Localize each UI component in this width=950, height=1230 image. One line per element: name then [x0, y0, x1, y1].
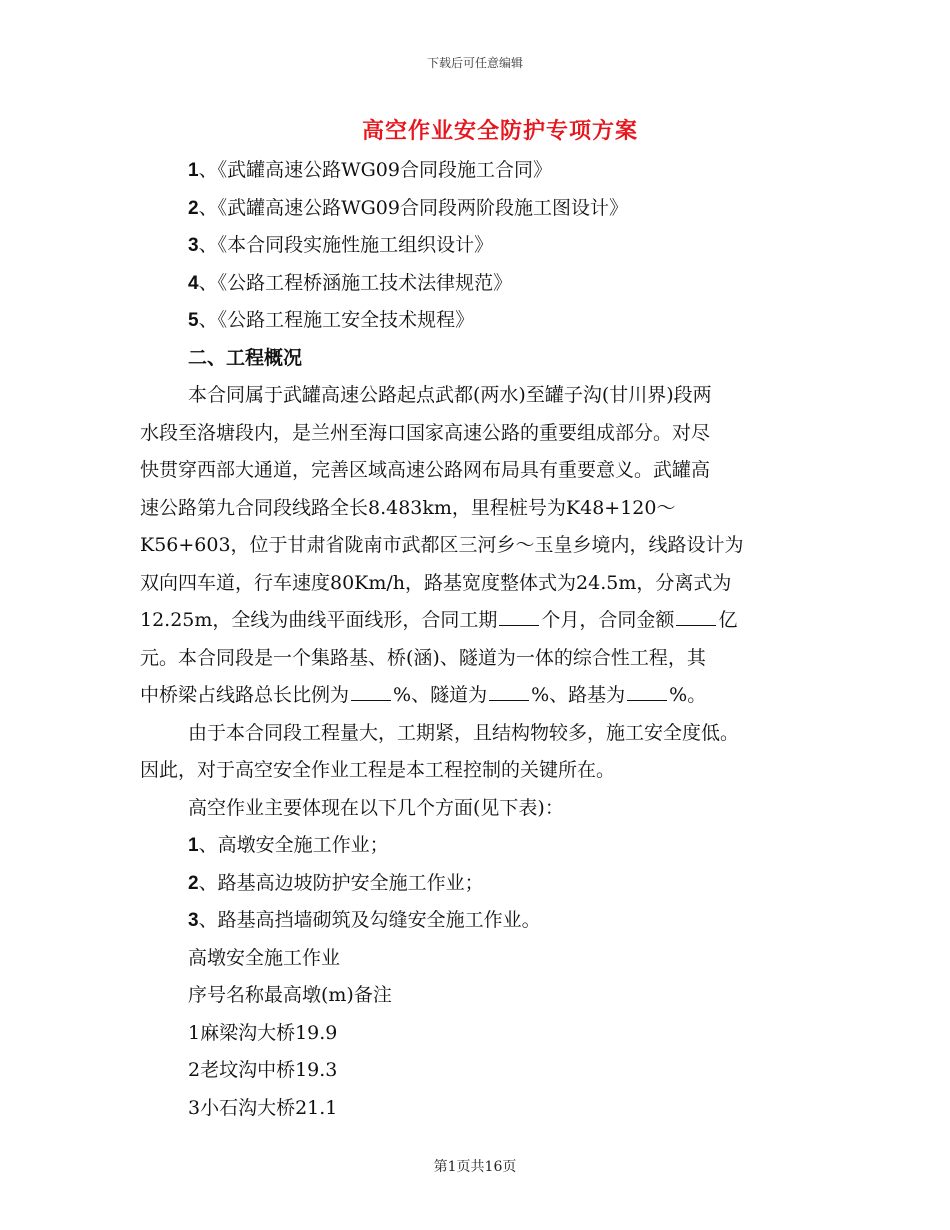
reference-item [140, 190, 820, 228]
header-note: 下载后可任意编辑 [426, 56, 523, 70]
reference-separator: 、 [198, 271, 218, 294]
reference-separator: 、 [198, 159, 218, 181]
overview-paragraph-line: K56+603，位于甘肃省陇南市武都区三河乡～玉皇乡境内，线路设计为 [140, 534, 744, 556]
reference-item [140, 152, 820, 190]
reference-separator: 、 [198, 234, 218, 256]
blank-underline [627, 682, 667, 701]
blank-underline [499, 607, 539, 626]
reference-item [140, 302, 820, 340]
reference-number: 4 [188, 272, 199, 294]
reference-text: 《武罐高速公路WG09合同段施工合同》 [217, 159, 552, 181]
overview-paragraph-line: 元。本合同段是一个集路基、桥(涵)、隧道为一体的综合性工程，其 [140, 646, 706, 669]
overview-paragraph-line: 速公路第九合同段线路全长8.483km，里程桩号为K48+120～ [140, 496, 676, 519]
overview-text: 中桥梁占线路总长比例为 [140, 684, 350, 706]
aspect-text: 路基高边坡防护安全施工作业； [217, 871, 484, 894]
overview-text: 个月，合同金额 [541, 609, 675, 631]
blank-underline [676, 607, 716, 626]
reason-paragraph-line: 因此，对于高空安全作业工程是本工程控制的关键所在。 [140, 759, 616, 781]
aspect-item [140, 865, 820, 903]
blank-underline [489, 682, 529, 701]
aspect-number: 3 [188, 910, 199, 931]
table-title: 高墩安全施工作业 [188, 946, 341, 969]
overview-paragraph-line: 本合同属于武罐高速公路起点武都(两水)至罐子沟(甘川界)段两 [188, 384, 712, 406]
overview-paragraph-line: 水段至洛塘段内，是兰州至海口国家高速公路的重要组成部分。对尽 [140, 421, 711, 444]
reference-number: 2 [188, 197, 199, 219]
aspect-number: 2 [188, 872, 199, 894]
reference-text: 《公路工程桥涵施工技术法律规范》 [217, 271, 513, 294]
reference-text: 《本合同段实施性施工组织设计》 [217, 234, 494, 256]
reference-number: 5 [188, 310, 199, 331]
table-row: 2老坟沟中桥19.3 [188, 1059, 338, 1081]
overview-text: %。 [669, 684, 707, 706]
reference-number: 1 [188, 160, 199, 181]
table-header: 序号名称最高墩(m)备注 [188, 984, 392, 1006]
overview-paragraph-line: 双向四车道，行车速度80Km/h，路基宽度整体式为24.5m，分离式为 [140, 571, 732, 594]
table-row: 3小石沟大桥21.1 [188, 1096, 338, 1119]
overview-paragraph-line: 快贯穿西部大通道，完善区域高速公路网布局具有重要意义。武罐高 [140, 459, 711, 481]
reference-number: 3 [188, 235, 199, 256]
reference-text: 《公路工程施工安全技术规程》 [217, 309, 475, 331]
aspect-item [140, 827, 820, 865]
reference-item [140, 227, 820, 265]
reference-separator: 、 [198, 196, 218, 219]
aspect-separator: 、 [198, 871, 218, 894]
reference-text: 《武罐高速公路WG09合同段两阶段施工图设计》 [217, 196, 628, 219]
aspects-intro: 高空作业主要体现在以下几个方面(见下表)： [188, 796, 564, 819]
overview-text: 亿 [718, 609, 738, 631]
overview-text: %、路基为 [531, 684, 626, 706]
aspect-text: 高墩安全施工作业； [217, 834, 389, 856]
reference-item [140, 265, 820, 303]
table-row: 1麻梁沟大桥19.9 [188, 1021, 338, 1044]
reason-paragraph-line: 由于本合同段工程量大，工期紧，且结构物较多，施工安全度低。 [188, 721, 740, 744]
reference-separator: 、 [198, 309, 218, 331]
overview-paragraph-line [140, 602, 820, 640]
aspect-separator: 、 [198, 909, 218, 931]
overview-paragraph-line [140, 677, 820, 715]
section-heading: 二、工程概况 [188, 346, 303, 369]
blank-underline [351, 682, 391, 701]
page-footer: 第1页共16页 [433, 1159, 517, 1175]
aspect-separator: 、 [198, 834, 218, 856]
document-title: 高空作业安全防护专项方案 [361, 118, 638, 144]
document-body [140, 152, 820, 1127]
aspect-number: 1 [188, 835, 199, 856]
overview-text: 12.25m，全线为曲线平面线形，合同工期 [140, 609, 498, 631]
overview-text: %、隧道为 [393, 684, 488, 706]
aspect-text: 路基高挡墙砌筑及勾缝安全施工作业。 [217, 909, 541, 931]
aspect-item [140, 902, 820, 940]
